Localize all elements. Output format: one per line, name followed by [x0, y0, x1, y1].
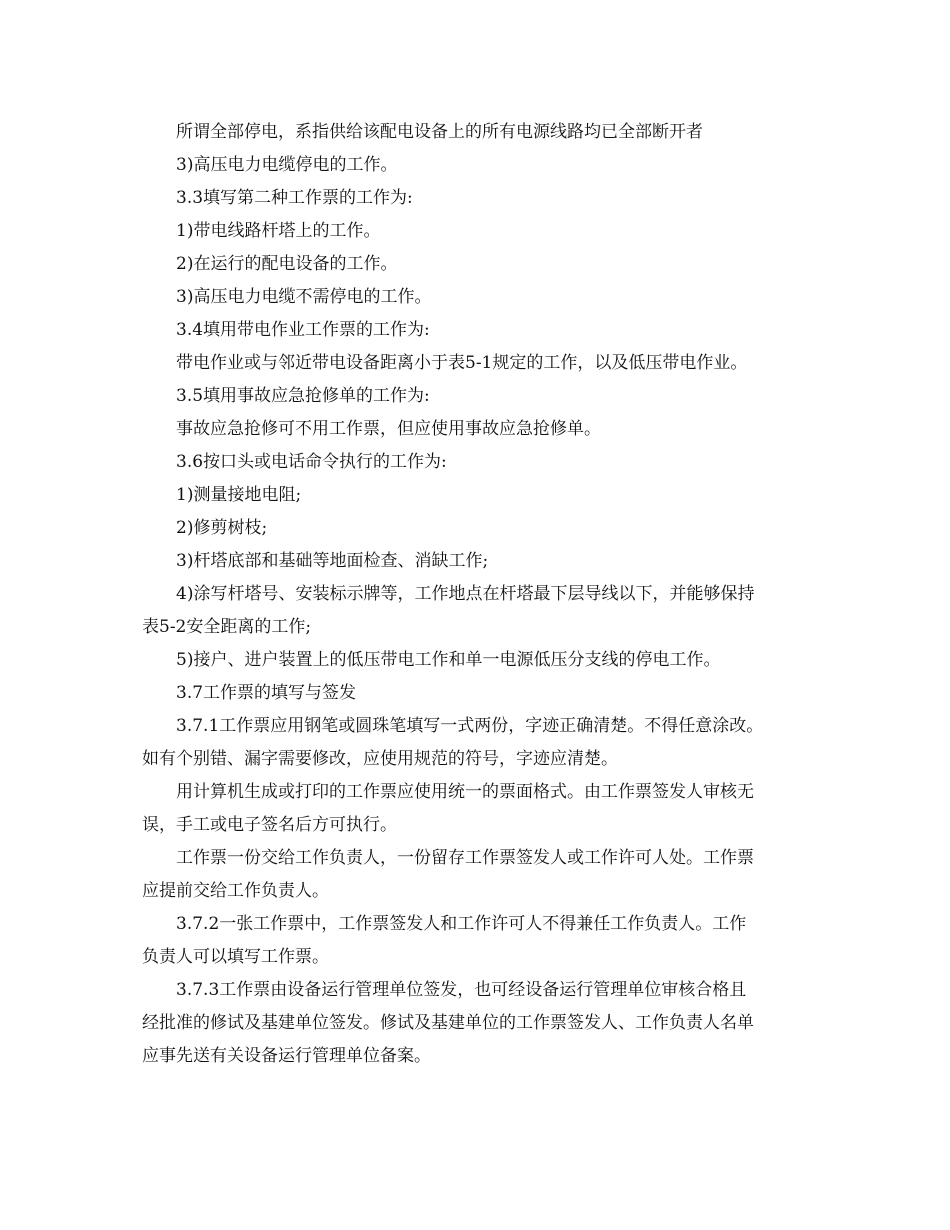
text-line: 2)修剪树枝;: [176, 518, 268, 538]
text-line: 应提前交给工作负责人。: [142, 881, 329, 901]
text-line: 3.3填写第二种工作票的工作为:: [176, 188, 413, 208]
text-line: 3)高压电力电缆不需停电的工作。: [176, 287, 432, 307]
text-line: 3.7.3工作票由设备运行管理单位签发，也可经设备运行管理单位审核合格且: [176, 980, 747, 1000]
text-line: 用计算机生成或打印的工作票应使用统一的票面格式。由工作票签发人审核无: [176, 782, 754, 802]
text-line: 5)接户、进户装置上的低压带电工作和单一电源低压分支线的停电工作。: [176, 650, 721, 670]
text-line: 3.5填用事故应急抢修单的工作为:: [176, 386, 430, 406]
text-line: 3.4填用带电作业工作票的工作为:: [176, 320, 430, 340]
text-line: 表5-2安全距离的工作;: [142, 617, 312, 637]
text-line: 3)杆塔底部和基础等地面检查、消缺工作;: [176, 551, 489, 571]
text-line: 3)高压电力电缆停电的工作。: [176, 155, 398, 175]
text-line: 误，手工或电子签名后方可执行。: [142, 815, 397, 835]
text-line: 3.7.1工作票应用钢笔或圆珠笔填写一式两份，字迹正确清楚。不得任意涂改。: [176, 716, 764, 736]
text-line: 负责人可以填写工作票。: [142, 947, 329, 967]
text-line: 事故应急抢修可不用工作票，但应使用事故应急抢修单。: [176, 419, 601, 439]
document-body: [142, 116, 818, 1073]
text-line: 3.7.2一张工作票中，工作票签发人和工作许可人不得兼任工作负责人。工作: [176, 914, 747, 934]
text-line: 如有个别错、漏字需要修改，应使用规范的符号，字迹应清楚。: [142, 749, 618, 769]
text-line: 4)涂写杆塔号、安装标示牌等，工作地点在杆塔最下层导线以下，并能够保持: [176, 584, 755, 604]
text-line: 所谓全部停电，系指供给该配电设备上的所有电源线路均已全部断开者: [176, 122, 703, 142]
text-line: 1)测量接地电阻;: [176, 485, 302, 505]
text-line: 经批准的修试及基建单位签发。修试及基建单位的工作票签发人、工作负责人名单: [142, 1013, 754, 1033]
text-line: 3.6按口头或电话命令执行的工作为:: [176, 452, 447, 472]
text-line: 1)带电线路杆塔上的工作。: [176, 221, 381, 241]
text-line: 2)在运行的配电设备的工作。: [176, 254, 398, 274]
text-line: 工作票一份交给工作负责人，一份留存工作票签发人或工作许可人处。工作票: [176, 848, 754, 868]
text-line: 带电作业或与邻近带电设备距离小于表5-1规定的工作，以及低压带电作业。: [176, 353, 748, 373]
text-line: 应事先送有关设备运行管理单位备案。: [142, 1046, 431, 1066]
text-line: 3.7工作票的填写与签发: [176, 683, 357, 703]
